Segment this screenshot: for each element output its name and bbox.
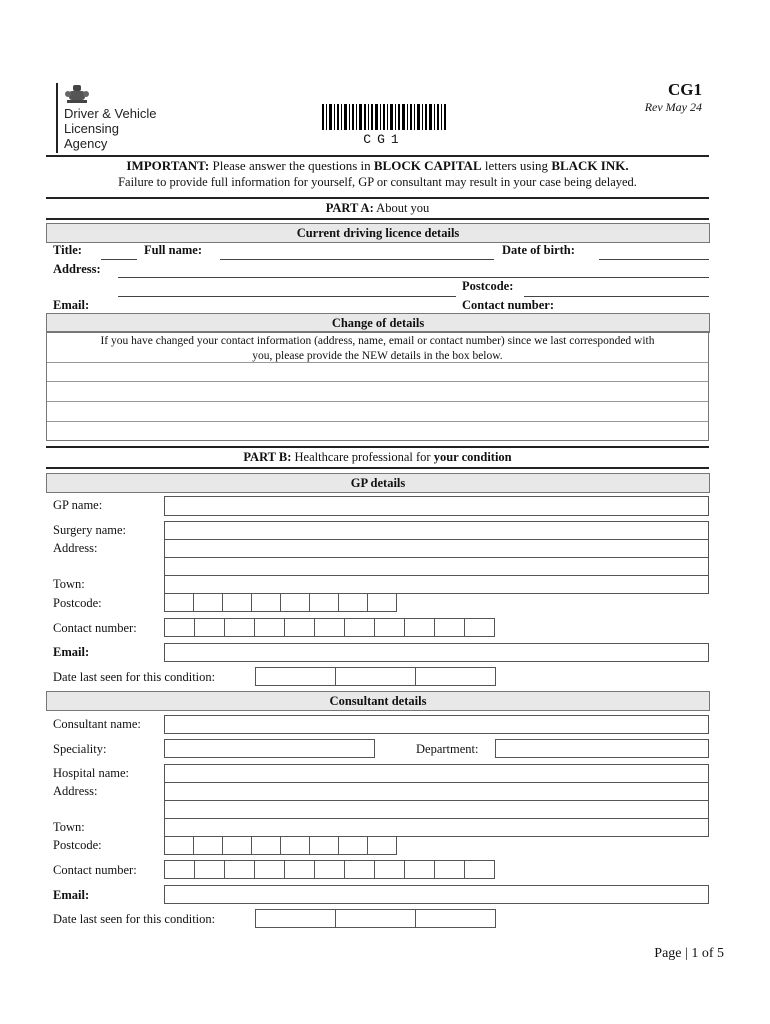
section-change-details: Change of details	[46, 313, 710, 333]
contact-cell[interactable]	[344, 618, 375, 637]
contact-cell[interactable]	[314, 618, 345, 637]
contact-cell[interactable]	[434, 618, 465, 637]
postcode-label: Postcode:	[462, 279, 514, 293]
fullname-label: Full name:	[144, 243, 202, 257]
contact-cell[interactable]	[254, 860, 285, 879]
gp-date-seen-label: Date last seen for this condition:	[53, 670, 216, 684]
divider	[46, 197, 709, 199]
address-field-line1[interactable]	[118, 277, 709, 278]
important-text: Please answer the questions in	[209, 158, 374, 173]
gp-date-seen-cells[interactable]	[255, 667, 496, 686]
consultant-name-input[interactable]	[164, 715, 709, 734]
gp-address-label: Address:	[53, 541, 98, 555]
contact-cell[interactable]	[464, 860, 495, 879]
consultant-postcode-cells[interactable]	[164, 836, 397, 855]
contact-cell[interactable]	[284, 860, 315, 879]
instruction-line: you, please provide the NEW details in the box below.	[252, 350, 503, 362]
consultant-email-label: Email:	[53, 888, 90, 902]
contact-cell[interactable]	[164, 860, 195, 879]
royal-crest-icon	[64, 84, 90, 104]
part-a-title: About you	[373, 201, 430, 215]
postcode-cell[interactable]	[309, 593, 339, 612]
part-a-heading	[46, 201, 709, 216]
address-label: Address:	[53, 262, 101, 276]
part-b-title-bold: your condition	[433, 450, 512, 464]
contact-cell[interactable]	[254, 618, 285, 637]
postcode-cell[interactable]	[164, 593, 194, 612]
contact-cell[interactable]	[314, 860, 345, 879]
contact-cell[interactable]	[164, 618, 195, 637]
consultant-town-input[interactable]	[164, 818, 709, 837]
date-year-cell[interactable]	[415, 909, 496, 928]
change-row-line	[47, 362, 708, 363]
consultant-postcode-label: Postcode:	[53, 838, 102, 852]
date-day-cell[interactable]	[255, 667, 336, 686]
postcode-cell[interactable]	[309, 836, 339, 855]
postcode-cell[interactable]	[193, 593, 223, 612]
section-current-licence: Current driving licence details	[46, 223, 710, 243]
important-text: letters using	[481, 158, 552, 173]
gp-postcode-cells[interactable]	[164, 593, 397, 612]
contact-cell[interactable]	[284, 618, 315, 637]
page-label: Page	[654, 946, 682, 961]
consultant-town-label: Town:	[53, 820, 85, 834]
contact-cell[interactable]	[224, 860, 255, 879]
contact-cell[interactable]	[464, 618, 495, 637]
email-label: Email:	[53, 298, 90, 312]
form-code: CG1	[668, 80, 702, 99]
dob-field[interactable]	[599, 259, 709, 260]
dob-label: Date of birth:	[502, 243, 575, 257]
postcode-cell[interactable]	[222, 836, 252, 855]
contact-cell[interactable]	[434, 860, 465, 879]
contact-cell[interactable]	[344, 860, 375, 879]
contact-cell[interactable]	[404, 618, 435, 637]
postcode-cell[interactable]	[164, 836, 194, 855]
gp-town-input[interactable]	[164, 575, 709, 594]
postcode-field[interactable]	[524, 296, 709, 297]
title-field[interactable]	[101, 259, 137, 260]
part-a-label: PART A:	[325, 201, 374, 215]
section-gp-details: GP details	[46, 473, 710, 493]
gp-name-label: GP name:	[53, 498, 103, 512]
agency-name	[64, 106, 156, 151]
surgery-name-label: Surgery name:	[53, 523, 127, 537]
postcode-cell[interactable]	[193, 836, 223, 855]
date-year-cell[interactable]	[415, 667, 496, 686]
consultant-address-label: Address:	[53, 784, 98, 798]
instruction-line: If you have changed your contact information (address, name, email or contact number) since we last corresponded with	[100, 335, 655, 347]
important-warning: Failure to provide full information for yourself, GP or consultant may result in your case being delayed.	[118, 175, 637, 189]
hospital-name-label: Hospital name:	[53, 766, 130, 780]
speciality-label: Speciality:	[53, 742, 107, 756]
postcode-cell[interactable]	[280, 836, 310, 855]
date-month-cell[interactable]	[335, 667, 416, 686]
contact-cell[interactable]	[194, 618, 225, 637]
important-ink: BLACK INK.	[551, 158, 629, 173]
gp-town-label: Town:	[53, 577, 85, 591]
page-separator: |	[685, 946, 692, 961]
postcode-cell[interactable]	[338, 836, 368, 855]
contact-cell[interactable]	[224, 618, 255, 637]
hospital-name-input[interactable]	[164, 764, 709, 783]
postcode-cell[interactable]	[367, 836, 397, 855]
important-caps: BLOCK CAPITAL	[373, 158, 482, 173]
address-field-line2[interactable]	[118, 296, 456, 297]
change-row-line	[47, 421, 708, 422]
change-row-line	[47, 381, 708, 382]
important-notice	[46, 158, 709, 174]
postcode-cell[interactable]	[222, 593, 252, 612]
change-row-line	[47, 401, 708, 402]
date-month-cell[interactable]	[335, 909, 416, 928]
agency-line: Agency	[64, 136, 108, 151]
section-consultant-details: Consultant details	[46, 691, 710, 711]
contact-label: Contact number:	[462, 298, 555, 312]
speciality-input[interactable]	[164, 739, 375, 758]
gp-postcode-label: Postcode:	[53, 596, 102, 610]
agency-line: Licensing	[64, 121, 119, 136]
logo-divider	[56, 83, 58, 153]
divider	[46, 467, 709, 469]
divider	[46, 446, 709, 448]
divider	[46, 155, 709, 157]
consultant-address-input-2[interactable]	[164, 800, 709, 819]
consultant-date-seen-label: Date last seen for this condition:	[53, 912, 216, 926]
consultant-contact-cells[interactable]	[164, 860, 495, 879]
consultant-contact-label: Contact number:	[53, 863, 137, 877]
gp-name-input[interactable]	[164, 496, 709, 516]
postcode-cell[interactable]	[251, 593, 281, 612]
gp-contact-cells[interactable]	[164, 618, 495, 637]
page-indicator	[654, 946, 724, 962]
postcode-cell[interactable]	[280, 593, 310, 612]
surgery-name-input[interactable]	[164, 521, 709, 540]
change-details-instructions	[52, 334, 703, 364]
barcode-text: CG1	[363, 132, 405, 147]
revision-date: Rev May 24	[644, 100, 702, 114]
part-b-heading	[46, 450, 709, 465]
important-label: IMPORTANT:	[126, 158, 210, 173]
part-b-title: Healthcare professional for	[291, 450, 434, 464]
consultant-name-label: Consultant name:	[53, 717, 141, 731]
title-label: Title:	[53, 243, 82, 257]
contact-cell[interactable]	[374, 860, 405, 879]
fullname-field[interactable]	[220, 259, 494, 260]
gp-email-input[interactable]	[164, 643, 709, 662]
contact-cell[interactable]	[194, 860, 225, 879]
consultant-date-seen-cells[interactable]	[255, 909, 496, 928]
divider	[46, 218, 709, 220]
date-day-cell[interactable]	[255, 909, 336, 928]
contact-cell[interactable]	[374, 618, 405, 637]
consultant-email-input[interactable]	[164, 885, 709, 904]
postcode-cell[interactable]	[367, 593, 397, 612]
postcode-cell[interactable]	[251, 836, 281, 855]
consultant-address-input-1[interactable]	[164, 782, 709, 801]
gp-email-label: Email:	[53, 645, 90, 659]
gp-address-input-1[interactable]	[164, 539, 709, 558]
page-number: 1 of 5	[691, 946, 724, 961]
gp-contact-label: Contact number:	[53, 621, 137, 635]
department-input[interactable]	[495, 739, 709, 758]
barcode	[322, 104, 446, 130]
gp-address-input-2[interactable]	[164, 557, 709, 576]
part-b-label: PART B:	[243, 450, 292, 464]
postcode-cell[interactable]	[338, 593, 368, 612]
contact-cell[interactable]	[404, 860, 435, 879]
agency-line: Driver & Vehicle	[64, 106, 157, 121]
department-label: Department:	[416, 742, 479, 756]
